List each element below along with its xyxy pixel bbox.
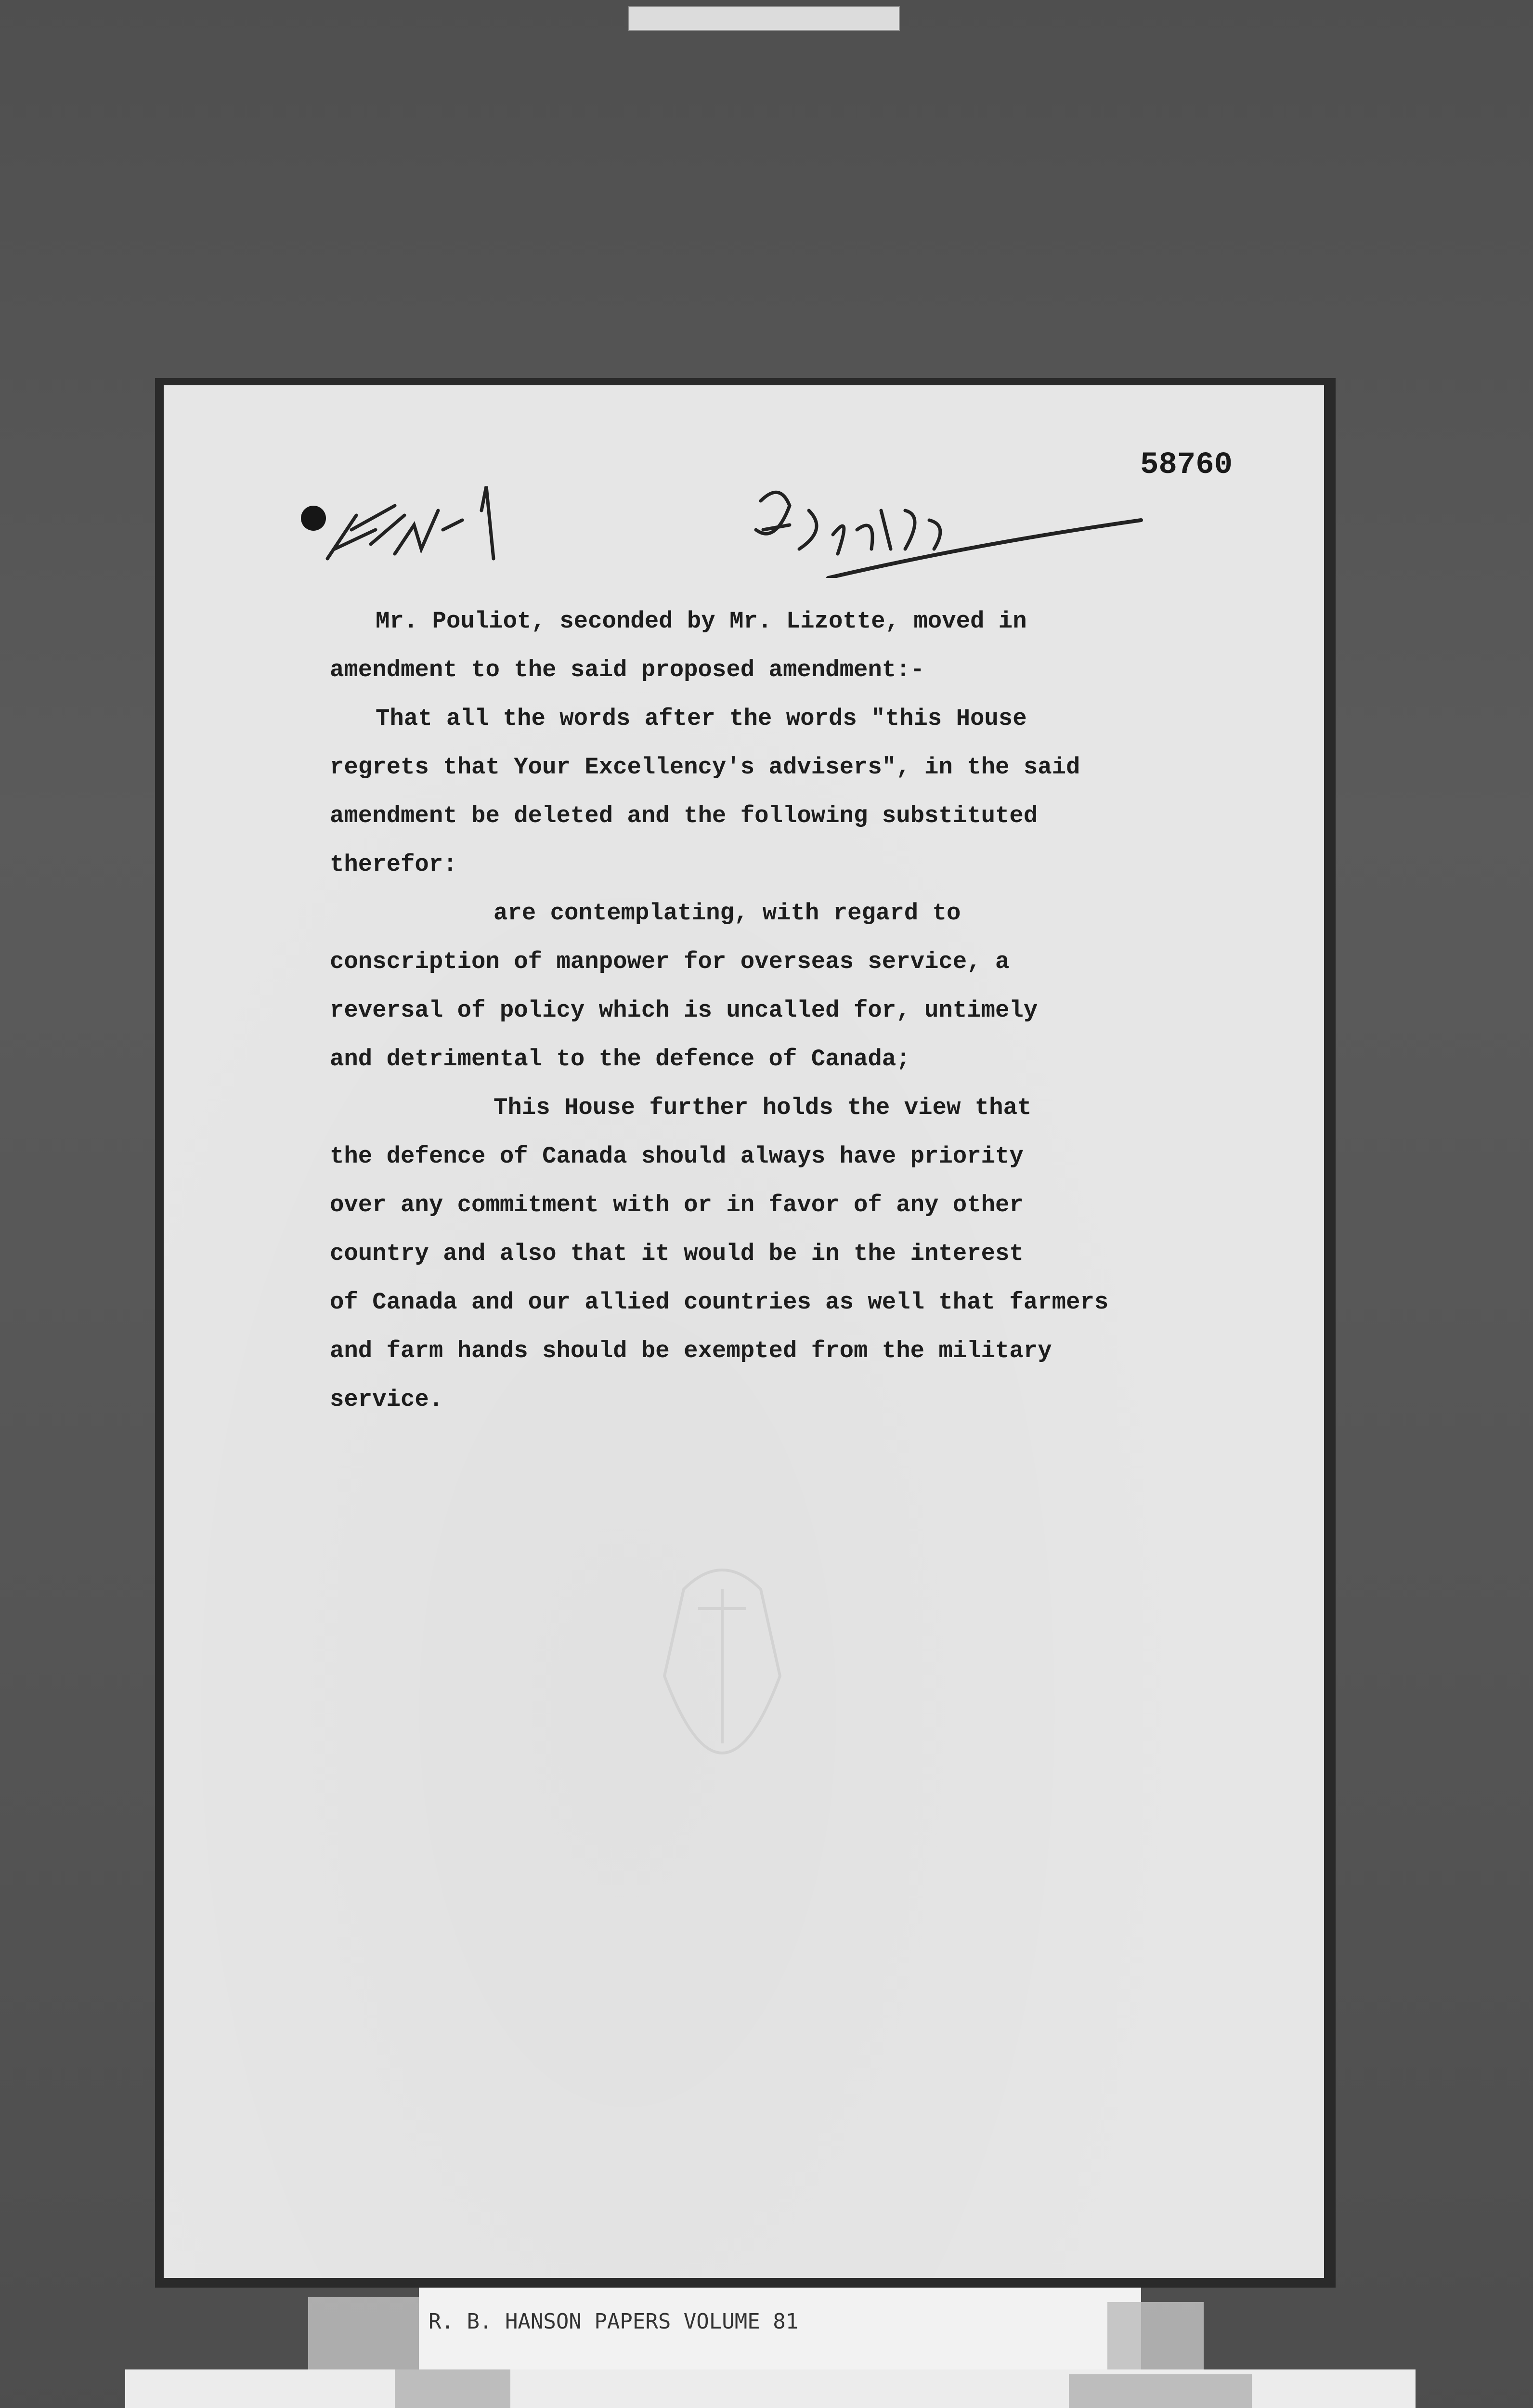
document-page bbox=[164, 385, 1324, 2278]
paragraph-line: conscription of manpower for overseas service, a bbox=[330, 948, 1010, 975]
mount-tab bbox=[628, 6, 900, 31]
handwritten-annotation bbox=[299, 433, 1165, 578]
paragraph-line: Mr. Pouliot, seconded by Mr. Lizotte, moved in bbox=[376, 608, 1027, 635]
paragraph-line: That all the words after the words "this House bbox=[376, 705, 1027, 732]
paragraph-line: regrets that Your Excellency's advisers", in the said bbox=[330, 754, 1080, 781]
paragraph-line: service. bbox=[330, 1386, 443, 1413]
archives-stamp bbox=[125, 2369, 1416, 2408]
paragraph-line: are contemplating, with regard to bbox=[494, 900, 961, 927]
paragraph-line: over any commitment with or in favor of any other bbox=[330, 1191, 1024, 1218]
paper-watermark bbox=[414, 1406, 1088, 1840]
paragraph-line: amendment to the said proposed amendment:- bbox=[330, 656, 925, 683]
paragraph-line: therefor: bbox=[330, 851, 457, 878]
paragraph-line: amendment be deleted and the following substituted bbox=[330, 802, 1038, 829]
document-number: 58760 bbox=[1140, 448, 1233, 483]
paragraph-line: country and also that it would be in the interest bbox=[330, 1240, 1024, 1267]
paragraph-line: reversal of policy which is uncalled for, untimely bbox=[330, 997, 1038, 1024]
tape-stamp-right bbox=[1069, 2374, 1252, 2408]
paragraph-line: the defence of Canada should always have priority bbox=[330, 1143, 1024, 1170]
volume-label-text: R. B. HANSON PAPERS VOLUME 81 bbox=[429, 2309, 799, 2334]
tape-stamp-left bbox=[395, 2369, 510, 2408]
document-body bbox=[330, 597, 1269, 1424]
paragraph-line: and farm hands should be exempted from the military bbox=[330, 1337, 1052, 1364]
paragraph-line: of Canada and our allied countries as well that farmers bbox=[330, 1289, 1109, 1316]
paragraph-line: and detrimental to the defence of Canada; bbox=[330, 1046, 910, 1073]
paragraph-line: This House further holds the view that bbox=[494, 1094, 1032, 1121]
